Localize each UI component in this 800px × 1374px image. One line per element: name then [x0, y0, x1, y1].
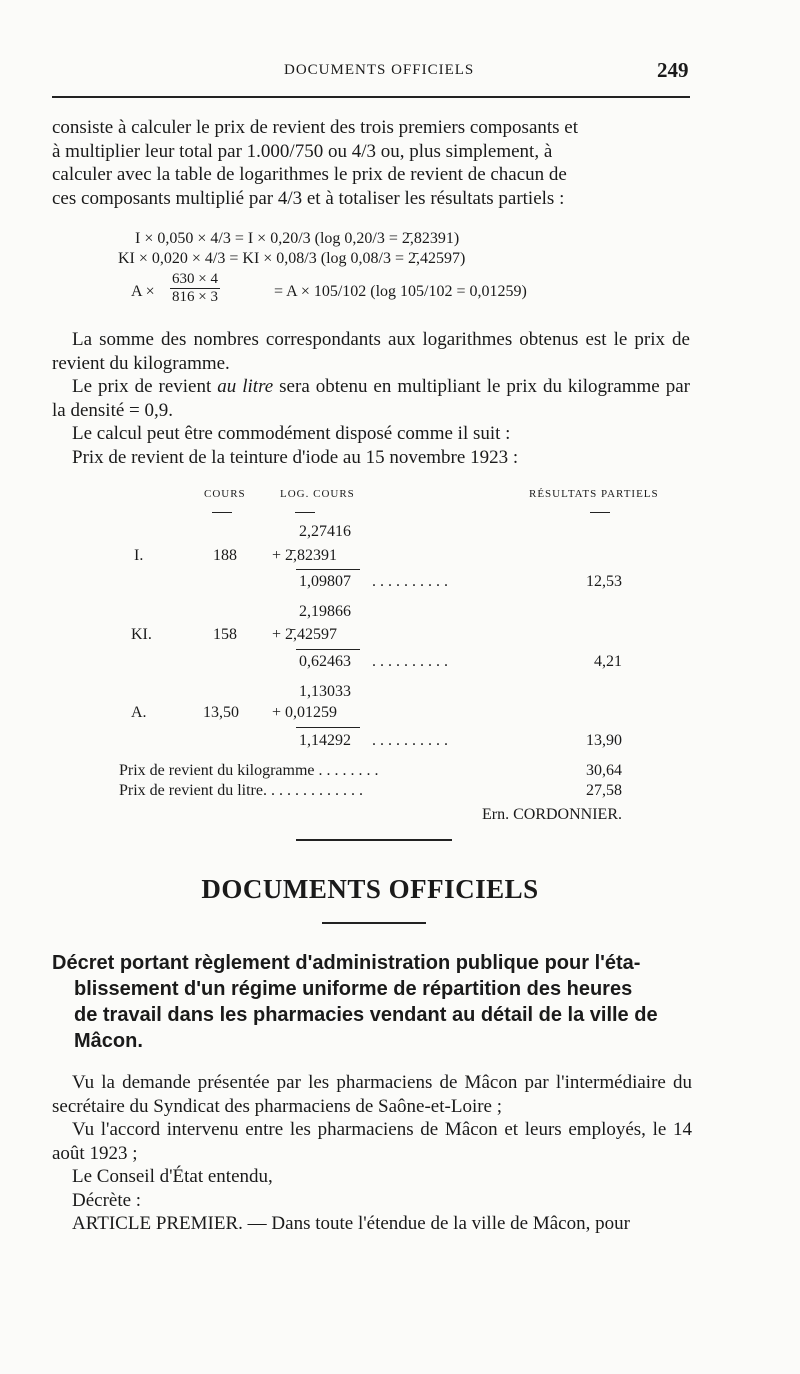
paragraph-sum: La somme des nombres correspondants aux logarithmes obtenus est le prix de revient du kilogramme.: [52, 329, 690, 374]
total-label-litre: Prix de revient du litre. . . . . . . . . . . . .: [119, 782, 363, 799]
intro-line: ces composants multiplié par 4/3 et à totaliser les résultats partiels :: [52, 187, 565, 209]
partial-result: 4,21: [594, 653, 622, 670]
equation-iodine: I × 0,050 × 4/3 = I × 0,20/3 (log 0,20/3 = 2̄,82391): [135, 230, 460, 247]
paragraph-calc: Le calcul peut être commodément disposé comme il suit :: [72, 423, 511, 444]
header-cours: COURS: [204, 488, 246, 500]
partial-result: 12,53: [586, 573, 622, 590]
row-label: A.: [131, 704, 147, 721]
decree-line: de travail dans les pharmacies vendant au détail de la ville de: [74, 1004, 658, 1026]
cours-value: 188: [213, 547, 237, 564]
author-signature: Ern. CORDONNIER.: [482, 806, 622, 823]
log-cours-value: 2,19866: [299, 603, 351, 620]
paragraph-litre-after: sera obtenu en multipliant le prix du kilogramme par la densité = 0,9.: [52, 376, 690, 421]
cours-value: 158: [213, 626, 237, 643]
paragraph-litre-before: Le prix de revient: [72, 376, 218, 397]
equation-fraction: [170, 271, 220, 306]
article-text: — Dans toute l'étendue de la ville de Mâcon, pour: [242, 1213, 630, 1234]
log-cours-value: 2,27416: [299, 523, 351, 540]
header-rule: [52, 96, 690, 98]
decree-title: [52, 950, 692, 1054]
header-results: RÉSULTATS PARTIELS: [529, 488, 659, 500]
intro-line: à multiplier leur total par 1.000/750 ou 4/3 ou, plus simplement, à: [52, 140, 553, 162]
article-first: [52, 1212, 692, 1236]
log-addend: + 2̄,42597: [272, 626, 338, 643]
intro-paragraph: [52, 116, 690, 210]
body-paragraph: Le Conseil d'État entendu,: [72, 1166, 273, 1187]
running-title: DOCUMENTS OFFICIELS: [284, 62, 475, 78]
equation-alcohol-rest: = A × 105/102 (log 105/102 = 0,01259): [274, 283, 527, 300]
row-label: I.: [134, 547, 144, 564]
intro-line: consiste à calculer le prix de revient des trois premiers composants et: [52, 117, 579, 138]
log-cours-value: 1,13033: [299, 683, 351, 700]
method-paragraphs: [52, 328, 690, 469]
total-value-litre: 27,58: [586, 782, 622, 799]
log-addend: + 0,01259: [272, 704, 338, 721]
article-label: ARTICLE PREMIER.: [72, 1213, 243, 1234]
paragraph-litre-italic: au litre: [217, 376, 274, 397]
equation-potassium-iodide: KI × 0,020 × 4/3 = KI × 0,08/3 (log 0,08/3 = 2̄,42597): [118, 250, 466, 267]
fraction-denominator: 816 × 3: [172, 289, 218, 305]
leader-dots: . . . . . . . . . .: [372, 573, 448, 590]
section-separator: [296, 839, 452, 841]
equation-alcohol-prefix: A ×: [131, 283, 155, 300]
decree-body: [52, 1071, 692, 1236]
total-value-kilogram: 30,64: [586, 762, 622, 779]
dash: [590, 512, 610, 513]
row-label: KI.: [131, 626, 152, 643]
partial-result: 13,90: [586, 732, 622, 749]
decree-line: blissement d'un régime uniforme de répartition des heures: [74, 978, 633, 1000]
body-paragraph: Vu la demande présentée par les pharmaciens de Mâcon par l'intermédiaire du secrétaire du Syndicat des pharmaciens de Saône-et-Loire ;: [52, 1072, 692, 1117]
title-underline: [322, 922, 426, 924]
log-sum: 1,09807: [299, 573, 351, 590]
leader-dots: . . . . . . . . . .: [372, 732, 448, 749]
page-number: 249: [657, 58, 689, 82]
intro-line: calculer avec la table de logarithmes le prix de revient de chacun de: [52, 164, 567, 185]
header-log-cours: LOG. COURS: [280, 488, 355, 500]
sum-rule: [296, 649, 360, 650]
section-title: DOCUMENTS OFFICIELS: [201, 874, 539, 904]
body-paragraph: Vu l'accord intervenu entre les pharmaciens de Mâcon et leurs employés, le 14 août 1923 ;: [52, 1119, 692, 1164]
decree-line: Mâcon.: [74, 1030, 143, 1052]
total-label-kilogram: Prix de revient du kilogramme . . . . . . . .: [119, 762, 379, 779]
dash: [212, 512, 232, 513]
paragraph-litre: [52, 375, 690, 422]
sum-rule: [296, 569, 360, 570]
fraction-numerator: 630 × 4: [172, 271, 218, 287]
log-addend: + 2̄,82391: [272, 547, 338, 564]
paragraph-date: Prix de revient de la teinture d'iode au 15 novembre 1923 :: [72, 446, 519, 468]
sum-rule: [296, 727, 360, 728]
cours-value: 13,50: [203, 704, 239, 721]
log-sum: 1,14292: [299, 732, 351, 749]
body-paragraph: Décrète :: [72, 1189, 142, 1211]
decree-line: Décret portant règlement d'administration publique pour l'éta-: [52, 952, 641, 974]
dash: [295, 512, 315, 513]
log-sum: 0,62463: [299, 653, 351, 670]
leader-dots: . . . . . . . . . .: [372, 653, 448, 670]
